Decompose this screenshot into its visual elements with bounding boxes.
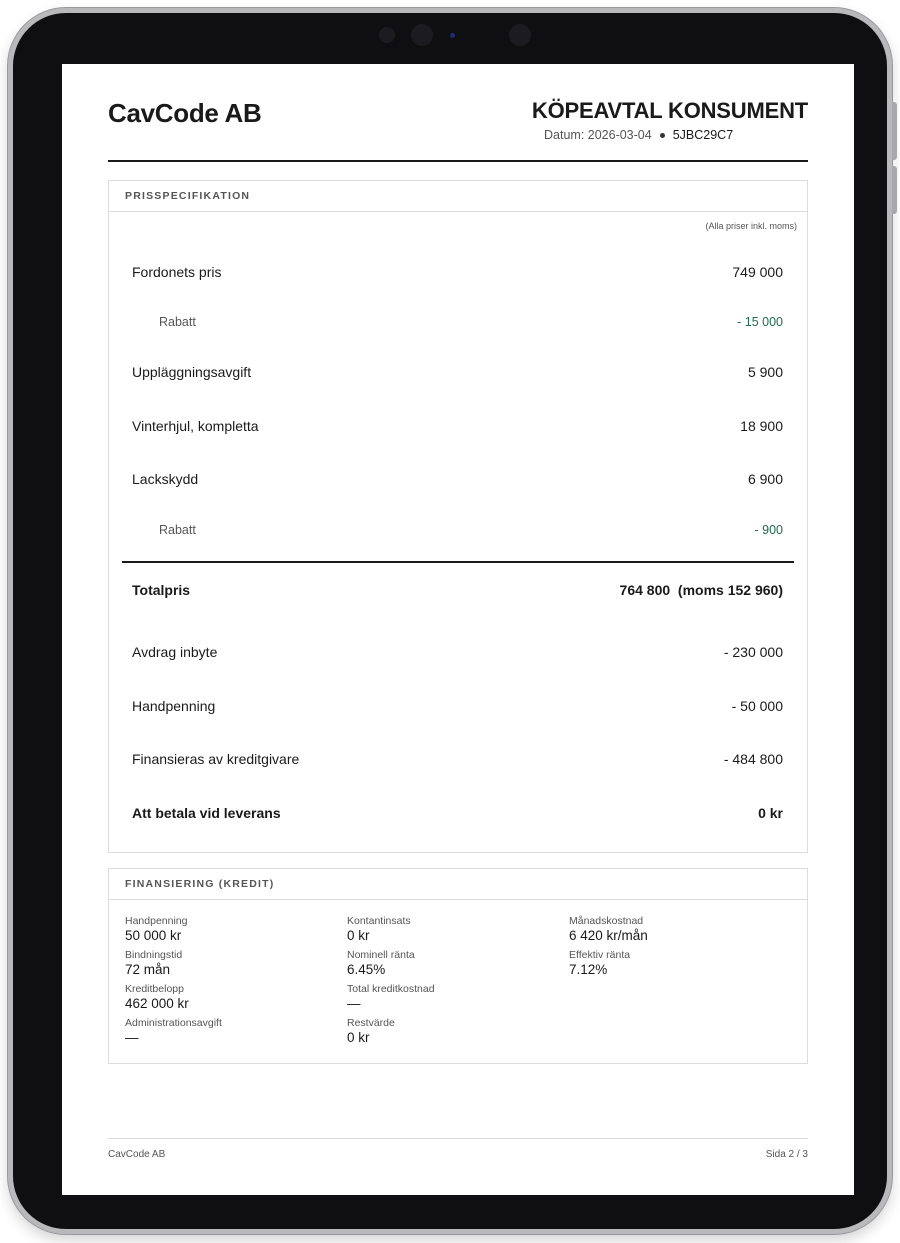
- row-value: 6 900: [747, 471, 783, 487]
- footer-company: CavCode AB: [108, 1149, 166, 1160]
- financing-label: Nominell ränta: [347, 949, 415, 961]
- financing-label: Effektiv ränta: [569, 949, 631, 961]
- row-value: 0 kr: [758, 805, 783, 821]
- financing-value: 462 000 kr: [125, 996, 189, 1011]
- financing-nominell-ranta: [347, 949, 415, 978]
- row-label: Uppläggningsavgift: [132, 364, 252, 380]
- financing-label: Administrationsavgift: [125, 1017, 222, 1029]
- camera-lens-icon: [411, 24, 433, 46]
- camera-sensor-icon: [509, 24, 531, 46]
- financing-value: 7.12%: [569, 962, 608, 977]
- financing-value: 0 kr: [347, 928, 370, 943]
- tablet-frame: [8, 8, 892, 1234]
- row-label: Handpenning: [132, 698, 216, 714]
- financing-label: Månadskostnad: [569, 915, 644, 927]
- financing-handpenning: [125, 915, 187, 944]
- financing-kreditbelopp: [125, 983, 189, 1012]
- financing-value: 6 420 kr/mån: [569, 928, 648, 943]
- financing-value: —: [125, 1030, 139, 1045]
- financing-label: Restvärde: [347, 1017, 395, 1029]
- financing-value: 72 mån: [125, 962, 171, 977]
- document-title: KÖPEAVTAL KONSUMENT: [531, 98, 808, 123]
- camera-indicator-icon: [450, 33, 455, 38]
- row-label: Fordonets pris: [132, 264, 222, 280]
- financing-label: Handpenning: [125, 915, 188, 927]
- volume-button: [892, 102, 897, 160]
- financing-administrationsavgift: [125, 1017, 222, 1046]
- financing-label: Total kreditkostnad: [347, 983, 435, 995]
- row-label: Lackskydd: [132, 471, 199, 487]
- company-name: CavCode AB: [108, 98, 262, 128]
- row-label: Rabatt: [159, 315, 196, 329]
- row-label: Att betala vid leverans: [132, 805, 281, 821]
- financing-restvarde: [347, 1017, 395, 1046]
- financing-card: [108, 868, 808, 1064]
- financing-kontantinsats: [347, 915, 411, 944]
- row-label: Finansieras av kreditgivare: [132, 751, 300, 767]
- financing-label: Kreditbelopp: [125, 983, 184, 995]
- total-divider: [122, 561, 794, 563]
- row-value: 18 900: [740, 418, 783, 434]
- document-meta: [544, 128, 733, 142]
- financing-label: Bindningstid: [125, 949, 183, 961]
- row-label: Avdrag inbyte: [132, 644, 218, 660]
- document-header: [108, 64, 808, 162]
- page-number: Sida 2 / 3: [765, 1149, 808, 1160]
- row-label: Totalpris: [132, 582, 191, 598]
- vat-note: (Alla priser inkl. moms): [705, 221, 797, 231]
- document-reference: 5JBC29C7: [672, 128, 734, 142]
- financing-bindningstid: [125, 949, 182, 978]
- price-specification-card: [108, 180, 808, 853]
- financing-total-kreditkostnad: [347, 983, 435, 1012]
- row-value: - 50 000: [731, 698, 783, 714]
- financing-value: 50 000 kr: [125, 928, 182, 943]
- row-label: Vinterhjul, kompletta: [132, 418, 259, 434]
- financing-value: 0 kr: [347, 1030, 370, 1045]
- screen: [62, 64, 854, 1195]
- row-value: - 900: [754, 523, 783, 537]
- financing-value: 6.45%: [347, 962, 386, 977]
- row-value: - 15 000: [737, 315, 783, 329]
- row-value: 5 900: [747, 364, 783, 380]
- row-value: - 230 000: [723, 644, 783, 660]
- document-date: Datum: 2026-03-04: [544, 128, 652, 142]
- page-footer: [108, 1138, 808, 1160]
- row-value: 749 000: [732, 264, 783, 280]
- financing-value: —: [347, 996, 361, 1011]
- financing-label: Kontantinsats: [347, 915, 411, 927]
- volume-button: [892, 166, 897, 214]
- price-specification-heading: PRISSPECIFIKATION: [109, 181, 807, 212]
- row-value: 764 800 (moms 152 960): [619, 582, 783, 598]
- row-value: - 484 800: [723, 751, 783, 767]
- separator-dot-icon: [660, 133, 665, 138]
- financing-manadskostnad: [569, 915, 648, 944]
- financing-heading: FINANSIERING (KREDIT): [109, 869, 807, 900]
- financing-effektiv-ranta: [569, 949, 630, 978]
- camera-sensor-icon: [379, 27, 395, 43]
- row-label: Rabatt: [159, 523, 196, 537]
